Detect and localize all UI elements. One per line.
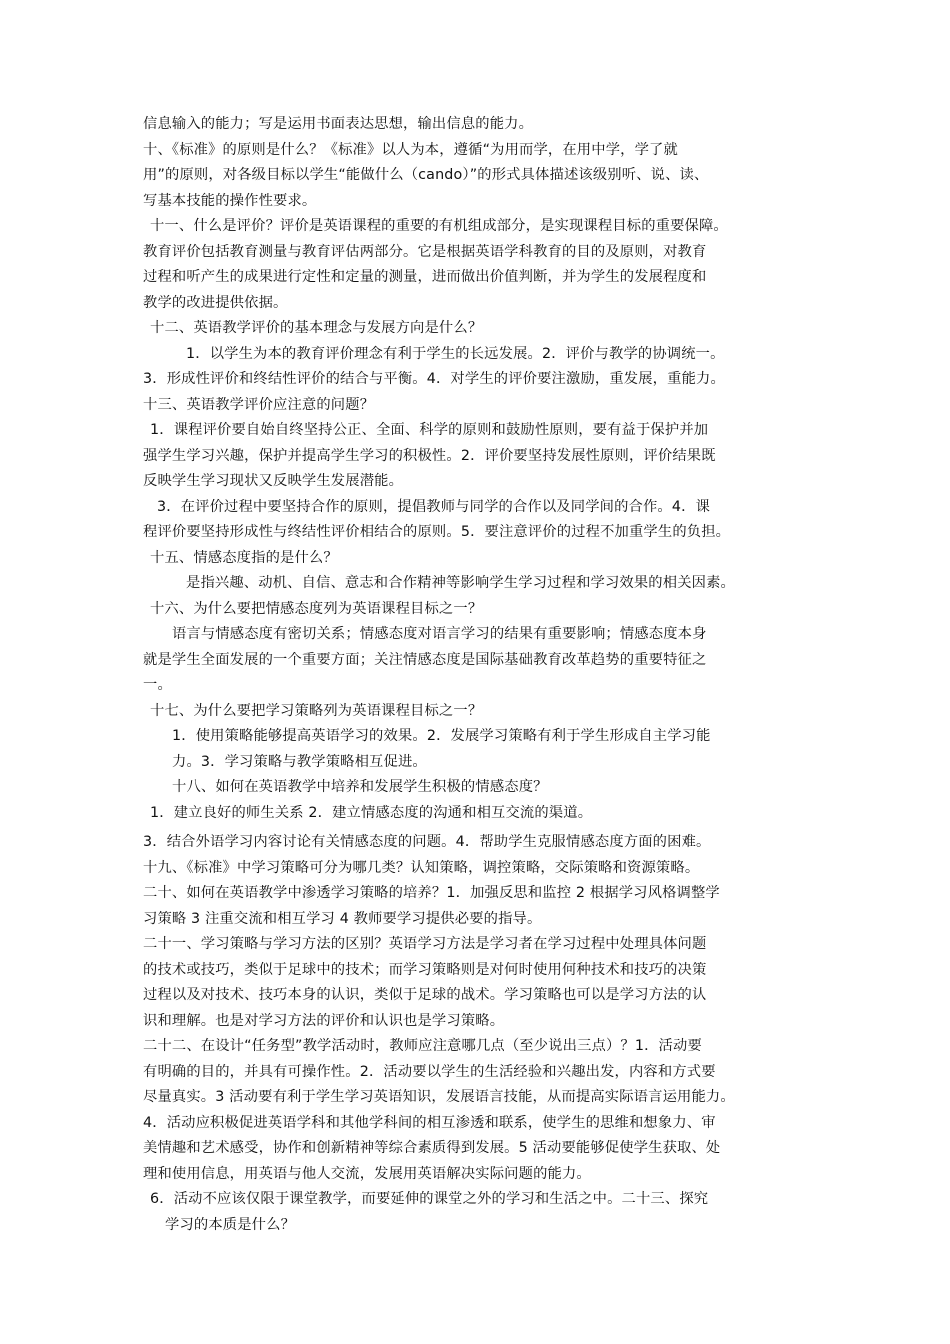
section-21-heading: 二十一、学习策略与学习方法的区别？英语学习方法是学习者在学习过程中处理具体问题	[143, 936, 707, 952]
section-19-heading: 十九、《标准》中学习策略可分为哪几类？认知策略，调控策略，交际策略和资源策略。	[143, 859, 700, 876]
text-line: 习策略 3 注重交流和相互学习 4 教师要学习提供必要的指导。	[143, 910, 542, 927]
text-line: 教育评价包括教育测量与教育评估两部分。它是根据英语学科教育的目的及原则，对教育	[143, 243, 707, 260]
text-line: 语言与情感态度有密切关系；情感态度对语言学习的结果有重要影响；情感态度本身	[172, 626, 707, 642]
text-line: 过程以及对技术、技巧本身的认识，类似于足球的战术。学习策略也可以是学习方法的认	[143, 987, 707, 1003]
text-line: 力。3．学习策略与教学策略相互促进。	[172, 753, 427, 770]
section-18-heading: 十八、如何在英语教学中培养和发展学生积极的情感态度？	[172, 779, 548, 795]
text-line: 程评价要坚持形成性与终结性评价相结合的原则。5．要注意评价的过程不加重学生的负担。	[143, 524, 731, 540]
text-line: 1．使用策略能够提高英语学习的效果。2．发展学习策略有利于学生形成自主学习能	[172, 728, 711, 744]
text-line: 4．活动应积极促进英语学科和其他学科间的相互渗透和联系，使学生的思维和想象力、审	[143, 1114, 716, 1131]
section-17-heading: 十七、为什么要把学习策略列为英语课程目标之一？	[150, 702, 483, 719]
section-20-heading: 二十、如何在英语教学中渗透学习策略的培养？1．加强反思和监控 2 根据学习风格调整学	[143, 885, 720, 901]
text-line: 过程和听产生的成果进行定性和定量的测量，进而做出价值判断，并为学生的发展程度和	[143, 269, 707, 285]
section-11-heading: 十一、什么是评价？评价是英语课程的重要的有机组成部分，是实现课程目标的重要保障。	[150, 218, 728, 234]
text-line: 强学生学习兴趣，保护并提高学生学习的积极性。2．评价要坚持发展性原则，评价结果既	[143, 447, 716, 464]
section-10-heading: 十、《标准》的原则是什么？《标准》以人为本，遵循“为用而学，在用中学，学了就	[143, 141, 678, 158]
text-line: 是指兴趣、动机、自信、意志和合作精神等影响学生学习过程和学习效果的相关因素。	[186, 575, 735, 591]
text-line: 一。	[143, 677, 172, 693]
text-line: 信息输入的能力；写是运用书面表达思想，输出信息的能力。	[143, 116, 534, 132]
section-12-heading: 十二、英语教学评价的基本理念与发展方向是什么？	[150, 320, 483, 336]
text-line: 3．结合外语学习内容讨论有关情感态度的问题。4．帮助学生克服情感态度方面的困难。	[143, 834, 711, 850]
text-line: 教学的改进提供依据。	[143, 294, 288, 311]
text-line: 写基本技能的操作性要求。	[143, 192, 317, 209]
text-line: 用”的原则，对各级目标以学生“能做什么（cando）”的形式具体描述该级别听、说、读、	[143, 167, 709, 183]
text-line: 1．课程评价要自始自终坚持公正、全面、科学的原则和鼓励性原则，要有益于保护并加	[150, 422, 709, 438]
section-22-heading: 二十二、在设计“任务型”教学活动时，教师应注意哪几点（至少说出三点）？1．活动要	[143, 1038, 702, 1054]
section-13-heading: 十三、英语教学评价应注意的问题？	[143, 396, 375, 413]
text-line: 1．以学生为本的教育评价理念有利于学生的长远发展。2．评价与教学的协调统一。	[186, 345, 725, 362]
section-15-heading: 十五、情感态度指的是什么？	[150, 549, 338, 566]
text-line: 就是学生全面发展的一个重要方面；关注情感态度是国际基础教育改革趋势的重要特征之	[143, 651, 707, 668]
text-line: 识和理解。也是对学习方法的评价和认识也是学习策略。	[143, 1012, 505, 1029]
text-line: 6．活动不应该仅限于课堂教学，而要延伸的课堂之外的学习和生活之中。二十三、探究	[150, 1191, 709, 1207]
text-line: 尽量真实。3 活动要有利于学生学习英语知识，发展语言技能，从而提高实际语言运用能力。	[143, 1089, 735, 1105]
document-body	[0, 112, 950, 1238]
text-line: 的技术或技巧，类似于足球中的技术；而学习策略则是对何时使用何种技术和技巧的决策	[143, 961, 707, 978]
section-23-heading: 学习的本质是什么？	[165, 1216, 296, 1233]
text-line: 理和使用信息，用英语与他人交流，发展用英语解决实际问题的能力。	[143, 1165, 591, 1182]
text-line: 3．在评价过程中要坚持合作的原则，提倡教师与同学的合作以及同学间的合作。4．课	[157, 498, 711, 515]
section-16-heading: 十六、为什么要把情感态度列为英语课程目标之一？	[150, 600, 483, 617]
text-line: 3．形成性评价和终结性评价的结合与平衡。4．对学生的评价要注激励，重发展，重能力。	[143, 371, 725, 387]
text-line: 美情趣和艺术感受，协作和创新精神等综合素质得到发展。5 活动要能够促使学生获取、处	[143, 1140, 721, 1156]
text-line: 有明确的目的，并具有可操作性。2．活动要以学生的生活经验和兴趣出发，内容和方式要	[143, 1063, 716, 1080]
text-line: 1．建立良好的师生关系 2．建立情感态度的沟通和相互交流的渠道。	[150, 804, 593, 821]
text-line: 反映学生学习现状又反映学生发展潜能。	[143, 473, 404, 489]
